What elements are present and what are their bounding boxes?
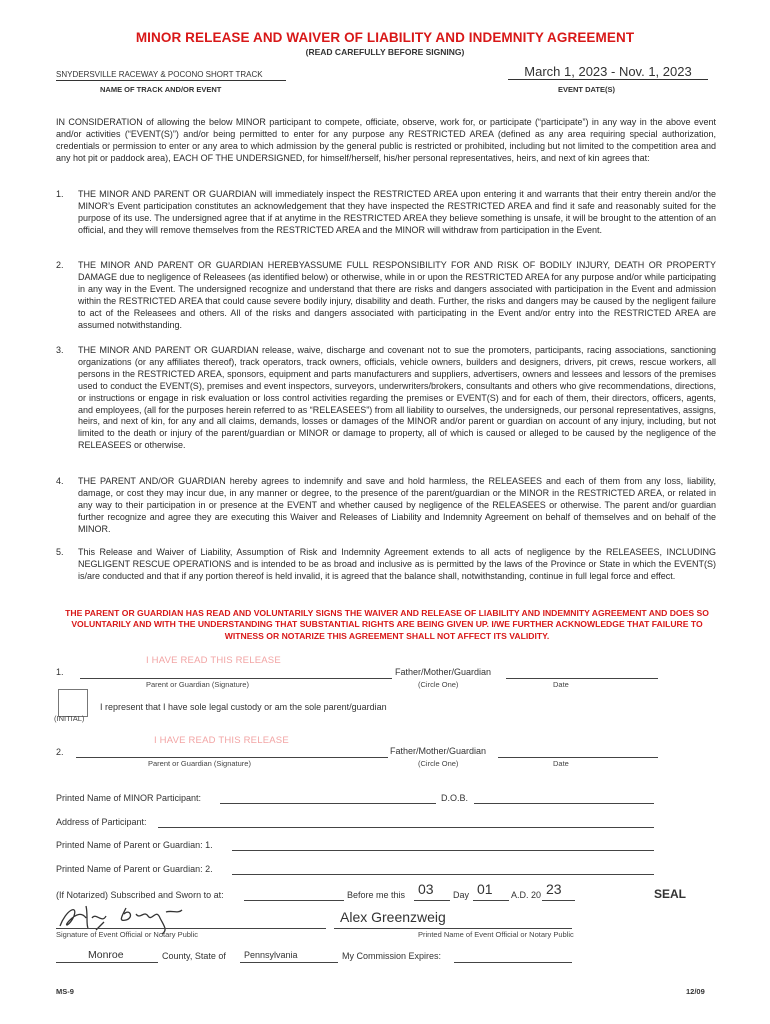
clause-text: THE MINOR AND PARENT OR GUARDIAN will immediately inspect the RESTRICTED AREA upon entering it and warrants that their entry therein and/or the MINOR’s Event participation constitutes an acknowledgement that they have inspected the RESTRICTED AREA and find it safe and reasonably suited for the purpose of its use. The undersigned agree that if at anytime in the RESTRICTED AREA they believe something is unsafe, it will be brought to the attention of an official, and they will remove themselves from the RESTRICTED AREA and the MINOR will withdraw from participation in the Event. [78,189,716,235]
signer1-signature-line[interactable] [80,678,392,679]
seal-label: SEAL [654,887,687,901]
before-me-label: Before me this [347,890,406,900]
notary-signature-line[interactable] [56,928,326,929]
signer2-date-caption: Date [553,759,569,768]
signer2-date-line[interactable] [498,757,658,758]
state-line[interactable] [240,962,338,963]
commission-label: My Commission Expires: [342,951,442,961]
signer2-number: 2. [56,747,64,757]
state-value[interactable]: Pennsylvania [244,950,298,960]
clause-text: THE MINOR AND PARENT OR GUARDIAN release, waive, discharge and covenant not to sue the promoters, participants, racing associations, sanctioning organizations (or any affiliates thereof), track operators, track owners, officials, vehicle owners, builders and designers, drivers, pit crews, rescue workers, all persons in the RESTRICTED AREA, sponsors, equipment and parts manufacturers and suppliers, advertisers, owners and lessees and lessors of the premises used to conduct the EVENT(S), premises and event inspectors, surveyors, underwriters/brokers, consultants and others who give recommendations, directions, or instructions or engage in risk evaluation or loss control activities regarding the premises or EVENT(S) and for each of them, their directors, officers, agents, and employees, (all for the purposes herein referred to as “RELEASEES”) from all liability to ourselves, the undersigneds, our personal representatives, assigns, heirs, and next of kin, for any and all claims, demands, losses or damages of the MINOR and/or parent or guardian on account of any injury, including, but not limited to the death or injury of the parent/guardian or MINOR or damage to property, all of which is caused or alleged to be caused by the negligence of the RELEASEES or otherwise. [78,345,716,451]
notary-printed-caption: Printed Name of Event Official or Notary Public [418,930,574,939]
initial-label: (INITIAL) [54,714,85,723]
signer1-date-caption: Date [553,680,569,689]
minor-name-label: Printed Name of MINOR Participant: [56,793,202,803]
parent2-name-input[interactable] [232,874,654,875]
month-value[interactable]: 01 [477,881,493,897]
clause-text: THE PARENT AND/OR GUARDIAN hereby agrees to indemnify and save and hold harmless, the RELEASEES and each of them from any loss, liability, damage, or cost they may incur due, in any manner or degree, to the presence of the parent/guardian or the MINOR in the RESTRICTED AREA, or related in any way to their participation in or presence at the EVENT and whether caused by negligence of the RELEASEES or otherwise. The parent and/or guardian further recognize and agree they are executing this Waiver and Releases of Liability and Indemnity Agreement on behalf of themselves and on behalf of the MINOR. [78,476,716,534]
signer2-watermark: I HAVE READ THIS RELEASE [154,735,289,746]
clause-number: 1. [56,189,64,199]
signer1-circle-caption: (Circle One) [418,680,459,689]
notary-signature-caption: Signature of Event Official or Notary Public [56,930,199,939]
form-subtitle: (READ CAREFULLY BEFORE SIGNING) [305,47,465,57]
event-dates-field[interactable]: March 1, 2023 - Nov. 1, 2023 [508,64,708,80]
event-dates-caption: EVENT DATE(S) [558,85,615,94]
signer2-signature-caption: Parent or Guardian (Signature) [148,759,251,768]
clause-number: 5. [56,547,64,557]
form-revision: 12/09 [686,987,705,996]
clause-text: This Release and Waiver of Liability, Assumption of Risk and Indemnity Agreement extends to all acts of negligence by the RELEASEES, INCLUDING NEGLIGENT RESCUE OPERATIONS and is intended to be as broad and inclusive as is permitted by the laws of the Province or State in which the EVENT(S) is/are conducted and that if any portion thereof is held invalid, it is agreed that the balance shall, notwithstanding, continue in full legal force and effect. [78,547,716,581]
intro-paragraph: IN CONSIDERATION of allowing the below MINOR participant to compete, officiate, observe, work for, or participate (“participate”) in any way in the above event and/or activities (“EVENT(S)”) and/or being permitted to enter for any purpose any RESTRICTED AREA (defined as any area requiring special authorization, credentials or permission to enter or any area to which admission by the general public is restricted or prohibited, including but not limited to the competition area and any hot pit or paddock area), EACH OF THE UNDERSIGNED, for himself/herself, his/her personal representatives, heirs, and next of kin agrees that: [56,117,716,163]
custody-statement: I represent that I have sole legal custody or am the sole parent/guardian [100,702,387,712]
signer1-number: 1. [56,667,64,677]
clause-text: THE MINOR AND PARENT OR GUARDIAN HEREBYASSUME FULL RESPONSIBILITY FOR AND RISK OF BODILY INJURY, DEATH OR PROPERTY DAMAGE due to negligence of Releasees (as identified below) or otherwise, while in or upon the RESTRICTED AREA for any purpose and/or while participating in any way in the Event. The undersigned recognize and understand that there are risks and dangers associated with participation in the Event and admission within the RESTRICTED AREA that could cause severe bodily injury, disability and death. Further, the risks and dangers may be caused by the negligent failure to act of the Releasees and others. All of the risks and dangers associated with participating in the Event and/or entry into the RESTRICTED AREA are assumed notwithstanding. [78,260,716,330]
county-value[interactable]: Monroe [88,949,124,961]
parent1-name-label: Printed Name of Parent or Guardian: 1. [56,840,213,850]
clause-number: 3. [56,345,64,355]
form-title: MINOR RELEASE AND WAIVER OF LIABILITY AND INDEMNITY AGREEMENT [135,30,635,45]
county-line[interactable] [56,962,158,963]
signer2-signature-line[interactable] [76,757,388,758]
signer1-date-line[interactable] [506,678,658,679]
signer1-watermark: I HAVE READ THIS RELEASE [146,655,281,666]
acknowledgement-notice: THE PARENT OR GUARDIAN HAS READ AND VOLUNTARILY SIGNS THE WAIVER AND RELEASE OF LIABILITY AND INDEMNITY AGREEMENT AND DOES SO VOLUNTARILY AND WITH THE UNDERSTANDING THAT SUBSTANTIAL RIGHTS ARE BEING GIVEN UP. I/WE FURTHER ACKNOWLEDGE THAT FAILURE TO WITNESS OR NOTARIZE THIS AGREEMENT SHALL NOT AFFECT ITS VALIDITY. [65,608,709,641]
month-line[interactable] [473,900,509,901]
minor-name-input[interactable] [220,803,436,804]
parent1-name-input[interactable] [232,850,654,851]
clause-number: 2. [56,260,64,270]
parent2-name-label: Printed Name of Parent or Guardian: 2. [56,864,213,874]
county-state-label: County, State of [162,951,226,961]
signer1-signature-caption: Parent or Guardian (Signature) [146,680,249,689]
initial-box[interactable] [58,689,88,717]
dob-label: D.O.B. [441,793,469,803]
day-value[interactable]: 03 [418,881,434,897]
dob-input[interactable] [474,803,654,804]
track-name-field[interactable]: SNYDERSVILLE RACEWAY & POCONO SHORT TRACK [56,70,286,81]
subscribed-label: (If Notarized) Subscribed and Sworn to at: [56,890,224,900]
subscribed-location-input[interactable] [244,900,344,901]
clause-number: 4. [56,476,64,486]
ad-label: A.D. 20 [511,890,542,900]
day-line[interactable] [414,900,450,901]
commission-input[interactable] [454,962,572,963]
signer1-relation[interactable]: Father/Mother/Guardian [395,667,492,677]
track-name-caption: NAME OF TRACK AND/OR EVENT [100,85,222,94]
address-label: Address of Participant: [56,817,147,827]
notary-printed-name-line[interactable] [334,928,572,929]
address-input[interactable] [158,827,654,828]
year-value[interactable]: 23 [546,881,562,897]
day-label: Day [453,890,470,900]
signer2-relation[interactable]: Father/Mother/Guardian [390,746,487,756]
year-line[interactable] [542,900,575,901]
signer2-circle-caption: (Circle One) [418,759,459,768]
form-id: MS-9 [56,987,74,996]
notary-printed-name[interactable]: Alex Greenzweig [340,909,446,925]
